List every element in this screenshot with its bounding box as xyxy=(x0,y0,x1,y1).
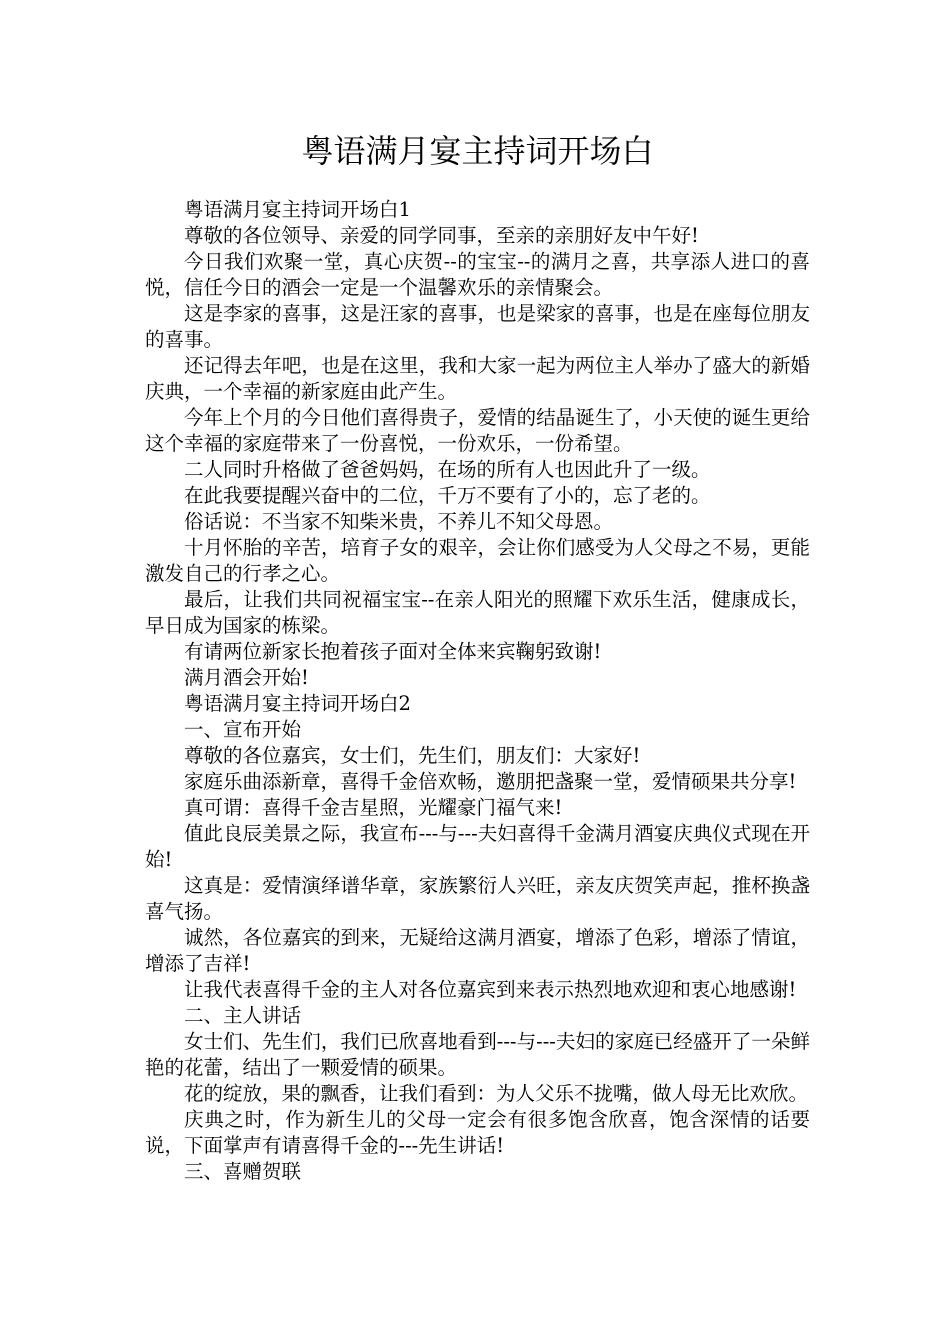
paragraph: 粤语满月宴主持词开场白1 xyxy=(184,198,411,221)
section-heading: 三、喜赠贺联 xyxy=(184,1160,302,1183)
paragraph: 让我代表喜得千金的主人对各位嘉宾到来表示热烈地欢迎和衷心地感谢! xyxy=(184,978,797,1001)
paragraph: 最后，让我们共同祝福宝宝--在亲人阳光的照耀下欢乐生活，健康成长，早日成为国家的栋梁。 xyxy=(145,588,810,637)
paragraph: 二人同时升格做了爸爸妈妈，在场的所有人也因此升了一级。 xyxy=(184,458,711,481)
paragraph: 女士们、先生们，我们已欣喜地看到---与---夫妇的家庭已经盛开了一朵鲜艳的花蕾，结出了一颗爱情的硕果。 xyxy=(145,1030,810,1079)
section-heading: 一、宣布开始 xyxy=(184,718,302,741)
paragraph: 这真是：爱情演绎谱华章，家族繁衍人兴旺，亲友庆贺笑声起，推杯换盏喜气扬。 xyxy=(145,874,810,923)
paragraph: 真可谓：喜得千金吉星照，光耀豪门福气来! xyxy=(184,796,563,819)
section-heading: 二、主人讲话 xyxy=(184,1004,302,1027)
paragraph: 满月酒会开始! xyxy=(184,666,309,689)
paragraph: 有请两位新家长抱着孩子面对全体来宾鞠躬致谢! xyxy=(184,640,602,663)
paragraph: 今日我们欢聚一堂，真心庆贺--的宝宝--的满月之喜，共享添人进口的喜悦，信任今日的酒会一定是一个温馨欢乐的亲情聚会。 xyxy=(145,250,810,299)
paragraph: 今年上个月的今日他们喜得贵子，爱情的结晶诞生了，小天使的诞生更给这个幸福的家庭带来了一份喜悦，一份欢乐，一份希望。 xyxy=(145,406,810,455)
paragraph: 还记得去年吧，也是在这里，我和大家一起为两位主人举办了盛大的新婚庆典，一个幸福的新家庭由此产生。 xyxy=(145,354,810,403)
paragraph: 十月怀胎的辛苦，培育子女的艰辛，会让你们感受为人父母之不易，更能激发自己的行孝之心。 xyxy=(145,536,810,585)
paragraph: 尊敬的各位嘉宾，女士们，先生们，朋友们：大家好! xyxy=(184,744,641,767)
paragraph: 家庭乐曲添新章，喜得千金倍欢畅，邀朋把盏聚一堂，爱情硕果共分享! xyxy=(184,770,797,793)
document-title: 粤语满月宴主持词开场白 xyxy=(301,132,654,170)
paragraph: 尊敬的各位领导、亲爱的同学同事，至亲的亲朋好友中午好! xyxy=(184,224,699,247)
section-heading: 粤语满月宴主持词开场白2 xyxy=(184,692,411,715)
paragraph: 俗话说：不当家不知柴米贵，不养儿不知父母恩。 xyxy=(184,510,614,533)
paragraph: 这是李家的喜事，这是汪家的喜事，也是梁家的喜事，也是在座每位朋友的喜事。 xyxy=(145,302,810,351)
paragraph: 庆典之时，作为新生儿的父母一定会有很多饱含欣喜，饱含深情的话要说，下面掌声有请喜得千金的---先生讲话! xyxy=(145,1108,810,1157)
paragraph: 诚然，各位嘉宾的到来，无疑给这满月酒宴，增添了色彩，增添了情谊，增添了吉祥! xyxy=(145,926,810,975)
paragraph: 在此我要提醒兴奋中的二位，千万不要有了小的，忘了老的。 xyxy=(184,484,711,507)
paragraph: 花的绽放，果的飘香，让我们看到：为人父乐不拢嘴，做人母无比欢欣。 xyxy=(184,1082,809,1105)
document-body xyxy=(145,197,810,1185)
paragraph: 值此良辰美景之际，我宣布---与---夫妇喜得千金满月酒宴庆典仪式现在开始! xyxy=(145,822,810,871)
